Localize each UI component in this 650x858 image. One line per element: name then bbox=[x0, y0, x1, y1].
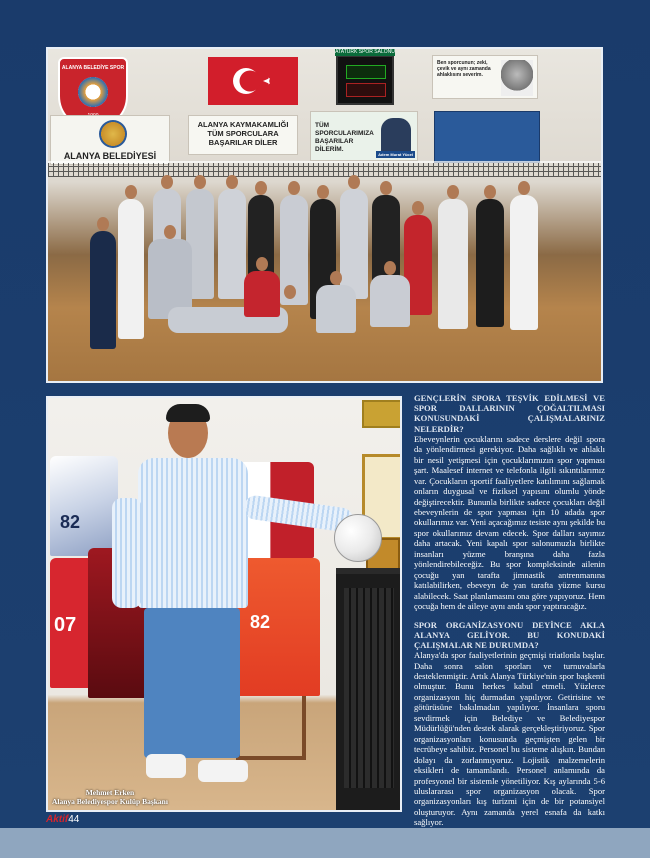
club-crest-text: ALANYA BELEDİYE SPOR bbox=[61, 65, 125, 71]
jersey-number-2: 07 bbox=[54, 614, 77, 636]
section2-heading: SPOR ORGANİZASYONU DEYİNCE AKLA ALANYA GELİYOR. BU KONUDAKİ ÇALIŞMALAR NE DURUMDA? bbox=[414, 619, 605, 650]
kaymakamligi-text: ALANYA KAYMAKAMLIĞI TÜM SPORCULARA BAŞARILAR DİLER bbox=[197, 120, 289, 147]
photo-caption bbox=[52, 788, 168, 806]
page-number: 44 bbox=[68, 814, 80, 825]
turkish-flag bbox=[208, 57, 298, 105]
ataturk-quote-banner bbox=[432, 55, 538, 99]
scoreboard bbox=[335, 49, 395, 105]
footer-band bbox=[0, 828, 650, 858]
municipality-logo bbox=[99, 120, 127, 148]
radiator bbox=[344, 588, 394, 788]
caption-title: Alanya Belediyespor Kulüp Başkanı bbox=[52, 797, 168, 806]
volleyball-net bbox=[48, 161, 603, 177]
article-column bbox=[414, 393, 605, 828]
ataturk-quote-text: Ben sporcunun; zeki, çevik ve aynı zamanda ahlaklısını severim. bbox=[437, 60, 491, 78]
side-poster bbox=[434, 111, 540, 163]
section1-body: Ebeveynlerin çocuklarını sadece derslere değil spora da yönlendirmesi gerekiyor. Daha sağlıklı ve ahlaklı bir nesil yetişmesi için çocuklarımızın spor yapması şart. Maalesef internet ve telefonla ilgili sıkıntılarımız var. Çocukların sportif faaliyetlere katılımını sağlamak onların duygusal ve fiziksel yapısını olumlu yönde değiştirecektir. Bununla birlikte sadece çocukları değil ebeveynlerin de spor yapması için 10 adada spor okullarımız var. Yeni açacağımız tesiste aynı şekilde bu spor okullarımız devam edecek. Spor dalları sayımız daha artacak. Yeni kapalı spor salonumuzla birlikte insanları yüzme branşına daha fazla yönlendirebileceğiz. Bu spor kompleksinde ailenin çocuğu yan tarafta jimnastik antrenmanına katılabilirken, ebeveyn de yan tarafta yüzme kursu alabilecek. Saat planlamasını ona göre yapıyoruz. Hem çocuğa hem de aileye aynı anda spor yaptıracağız. bbox=[414, 433, 605, 612]
mayor-portrait bbox=[381, 118, 411, 152]
belediye-banner bbox=[50, 115, 170, 165]
mayor-name: Adem Murat Yücel bbox=[378, 152, 413, 157]
section2-body: Alanya'da spor faaliyetlerinin geçmişi triatlonla başlar. Daha sonra salon sporları ve turnuvalarla desteklenmiştir. Artık Alanya Türkiye'nin spor başkenti olmuştur. Bunu herkes kabul etmeli. Yüzlerce organizasyon hiç durmadan yapılıyor. Getirisine ve götürüsüne bakılmadan yapılıyor. İnsanlara sporu sevdirmek için Belediye ve Belediyespor Müdürlüğü'nden destek alarak gerçekleştiriyoruz. Spor organizasyonları konusunda geçmişten gelen bir tecrübeye sahibiz. Personel bu sisteme alışkın. Bundan dolayı da zorlanmıyoruz. Lojistik malzemelerin eksikleri de tamamlandı. Personel anlamında da profesyonel bir sistemle yönetiliyor. Kış aylarında 5-6 uluslararası spor organizasyon olacak. Spor organizasyonları kış turizmi için de bir potansiyel oluşturuyor. Aynı zamanda yerel esnafa da katkı sağlıyor. bbox=[414, 650, 605, 828]
section1-heading: GENÇLERİN SPORA TEŞVİK EDİLMESİ VE SPOR DALLARININ ÇOĞALTILMASI KONUSUNDAKİ ÇALIŞMALARINIZ NELERDİR? bbox=[414, 393, 605, 434]
magazine-brand: Aktif bbox=[46, 814, 69, 825]
salon-sign: ATATÜRK SPOR SALONU bbox=[335, 49, 395, 55]
belediye-banner-text: ALANYA BELEDİYESİ bbox=[63, 151, 157, 161]
caption-name: Mehmet Erken bbox=[85, 788, 135, 797]
ataturk-portrait bbox=[501, 60, 533, 96]
mayor-banner-text: TÜM SPORCULARIMIZA BAŞARILAR DİLERİM. bbox=[315, 122, 374, 153]
page-number-label bbox=[46, 814, 79, 825]
jersey-number-1: 82 bbox=[60, 512, 81, 532]
jersey-stand bbox=[236, 696, 306, 760]
jersey-number-3: 82 bbox=[250, 612, 271, 632]
portrait-photo bbox=[46, 396, 402, 812]
volleyball bbox=[334, 514, 382, 562]
mayor-banner bbox=[310, 111, 418, 161]
wall-frame-top bbox=[362, 400, 402, 428]
club-crest-emblem bbox=[78, 77, 108, 107]
team-photo bbox=[46, 47, 603, 383]
jersey-white bbox=[50, 456, 118, 556]
kaymakamligi-banner bbox=[188, 115, 298, 155]
